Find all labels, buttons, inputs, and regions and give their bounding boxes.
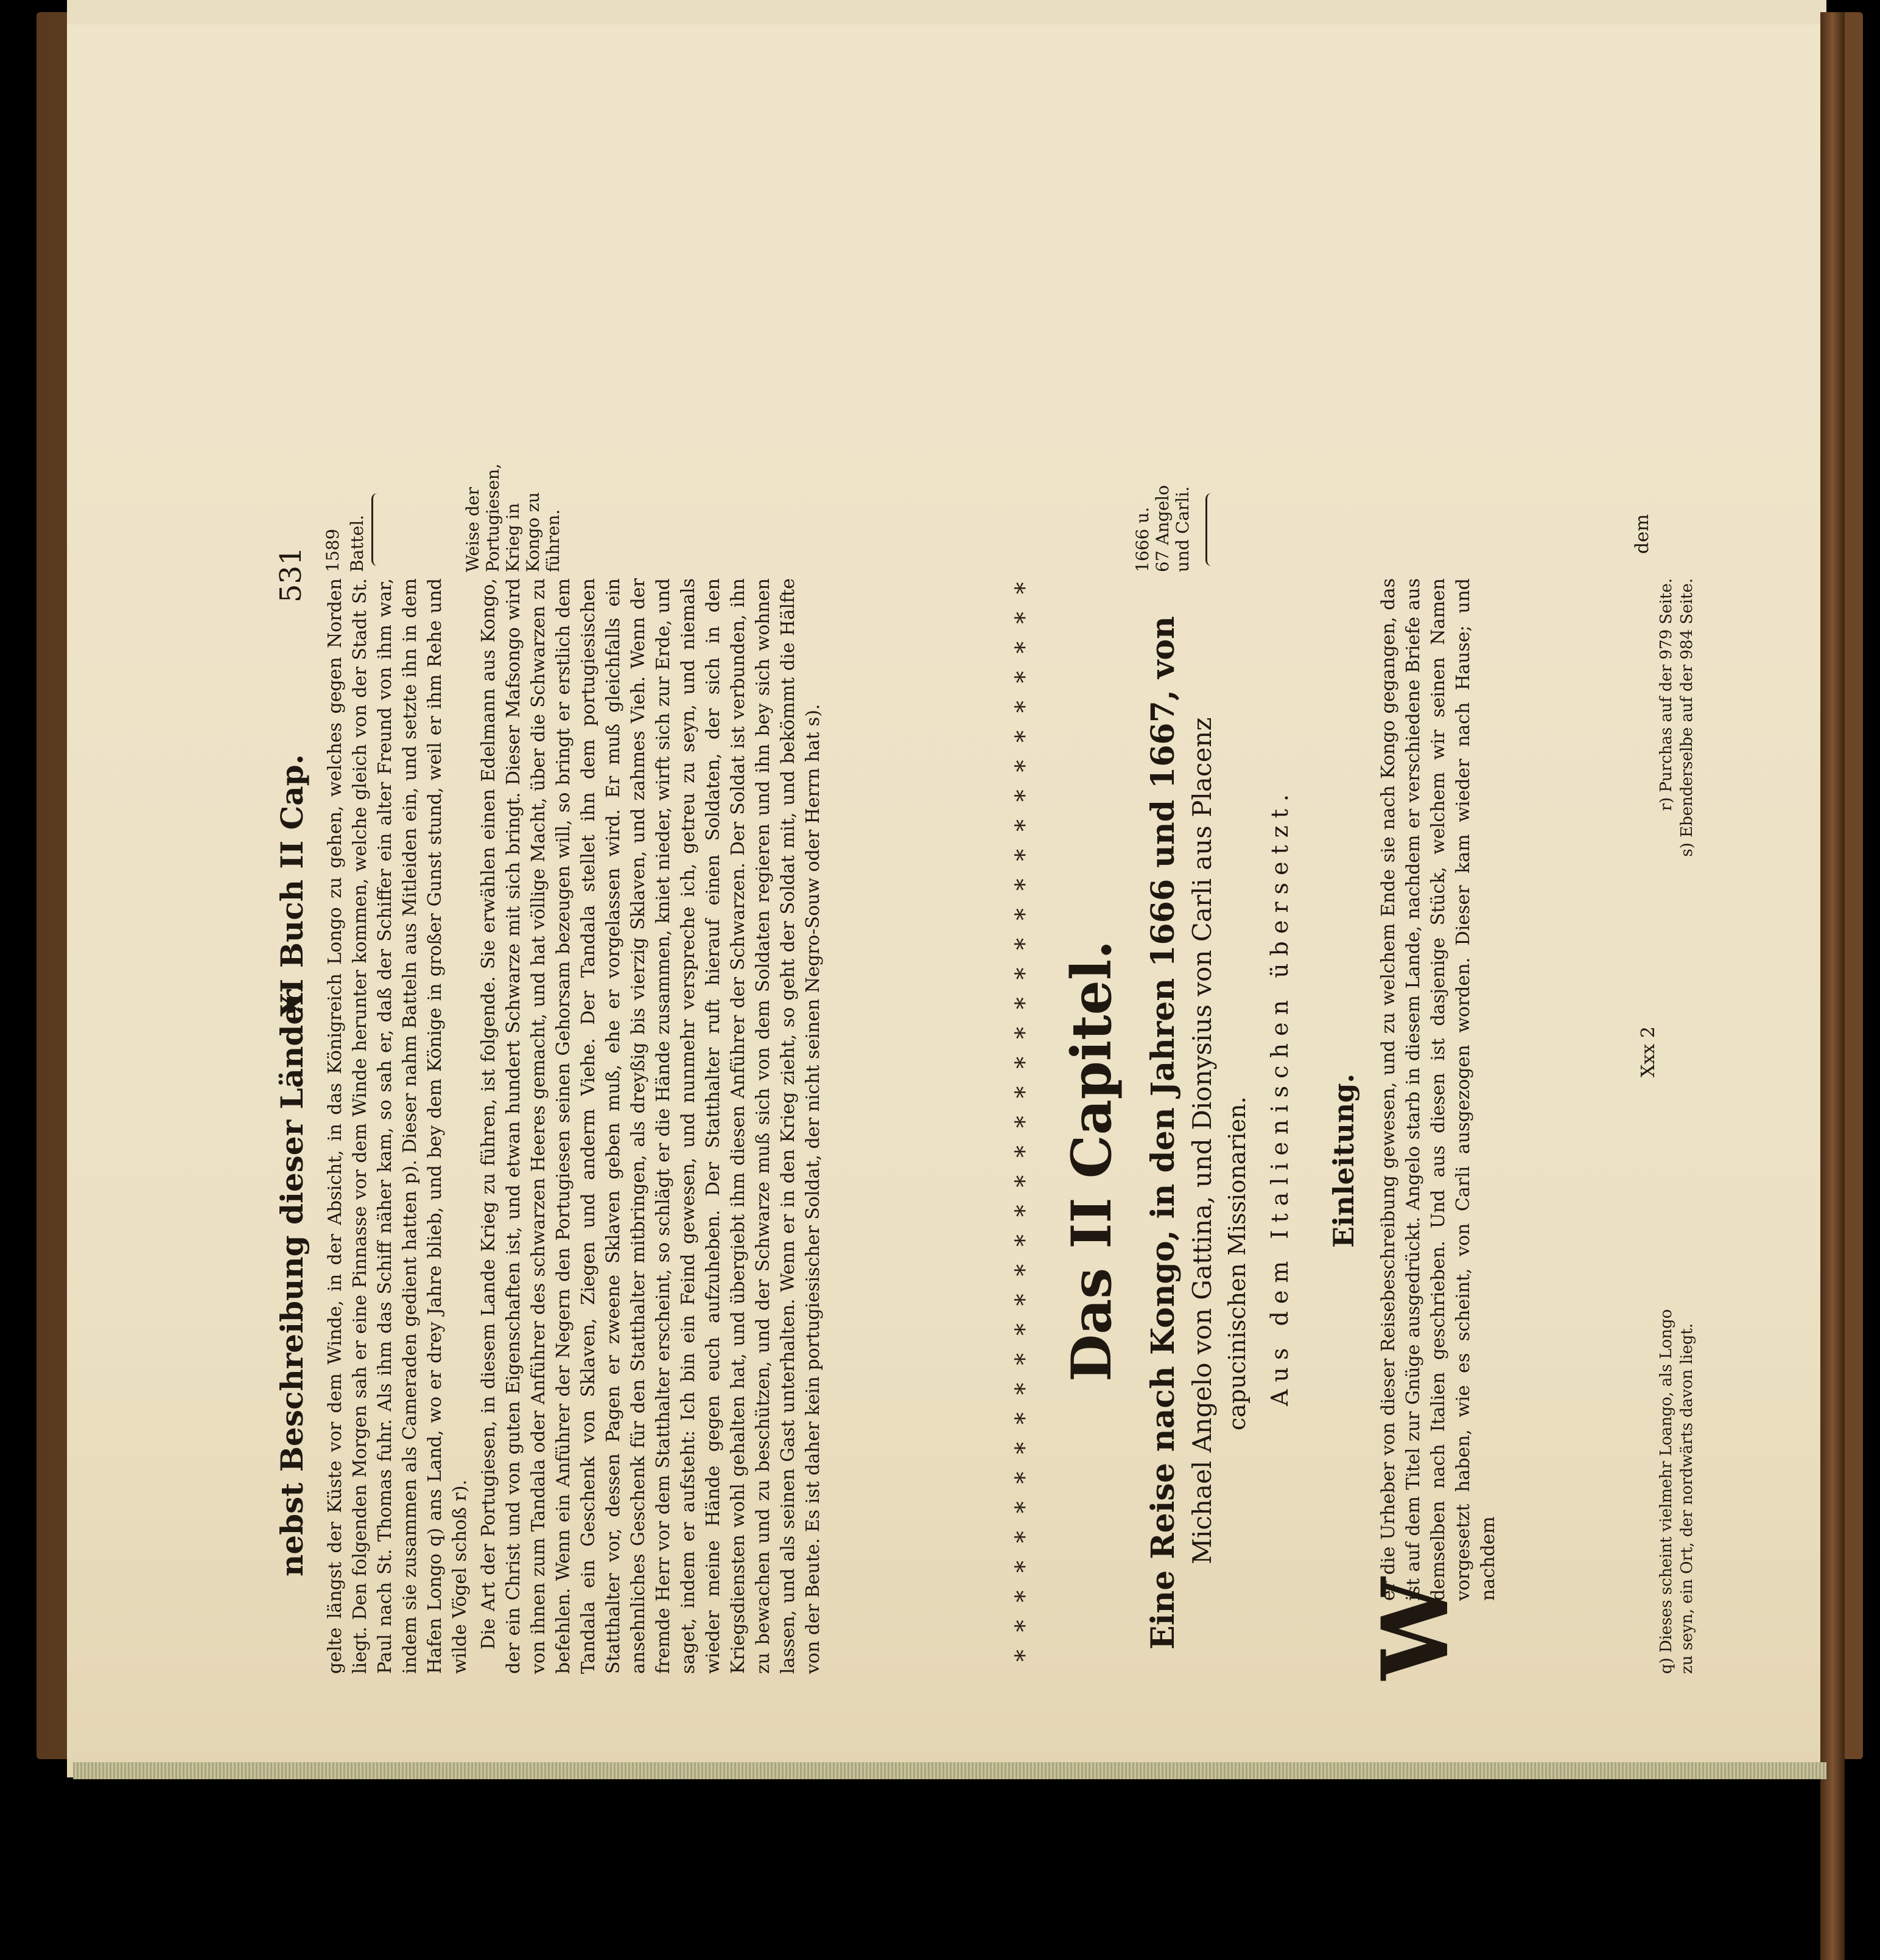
footnotes	[1656, 578, 1697, 1674]
running-head-book: XI Buch II Cap.	[274, 754, 310, 1017]
footnote-row	[1677, 578, 1697, 1674]
running-head-title: nebst Beschreibung dieser Länder.	[274, 981, 310, 1577]
drop-cap: W	[1362, 1577, 1469, 1680]
paragraph-1: gelte längst der Küste vor dem Winde, in der Absicht, in das Königreich Longo zu gehen, welches gegen Norden liegt. Den folgenden Morgen sah er eine Pinnasse vor dem Winde herunter kommen, welche gleich von der Stadt St. Paul nach St. Thomas fuhr. Als ihm das Schiff näher kam, so sah er, daß der Schiffer ein alter Freund von ihm war, indem sie zusammen als Cameraden gedient hatten p). Dieser nahm Batteln aus Mitleiden ein, und setzte ihn in dem Hafen Longo q) ans Land, wo er drey Jahre blieb, und bey dem Könige in großer Gunst stund, weil er ihm Rehe und wilde Vögel schoß r).	[324, 578, 471, 1674]
chapter-subtitle-4: Aus dem Italienischen übersetzt.	[1266, 786, 1293, 1406]
ornamental-separator: * * * * * * * * * * * * * * * * * * * * * * * * * * * * * * * * * * * * *	[1011, 577, 1039, 1662]
margin-note-angelo-carli: 1666 u. 67 Angelo und Carli.	[1132, 485, 1193, 572]
chapter-subtitle-1: Eine Reise nach Kongo, in den Jahren 1666 und 1667, von	[1145, 616, 1182, 1650]
margin-year: 1589	[323, 528, 343, 572]
paragraph-2: Die Art der Portugiesen, in diesem Lande Krieg zu führen, ist folgende. Sie erwählen einen Edelmann aus Kongo, der ein Christ und von guten Eigenschaften ist, und etwan hundert Schwarze mit sich bringt. Dieser Mafsongo wird von ihnen zum Tandala oder Anführer des schwarzen Heeres gemacht, und hat völlige Macht, über die Schwarzen zu befehlen. Wenn ein Anführer der Negern den Portugiesen seinen Gehorsam bezeugen will, so bringt er erstlich dem Tandala ein Geschenk von Sklaven, Ziegen und anderm Viehe. Der Tandala stellet ihn dem portugiesischen Statthalter vor, dessen Pagen er zweene Sklaven geben muß, ehe er vorgelassen wird. Er muß gleichfalls ein ansehnliches Geschenk für den Statthalter mitbringen, als dreyßig bis vierzig Sklaven, und zahmes Vieh. Wenn der fremde Herr vor dem Statthalter erscheint, so schlägt er die Hände zusammen, kniet nieder, wirft sich zur Erde, und saget, indem er aufsteht: Ich bin ein Feind gewesen, und nunmehr verspreche ich, getreu zu seyn, und niemals wieder meine Hände gegen euch aufzuheben. Der Statthalter ruft hierauf einen Soldaten, der sich in den Kriegsdiensten wohl gehalten hat, und übergiebt ihm diesen Anführer der Schwarzen. Der Soldat ist verbunden, ihn zu bewachen und zu beschützen, und der Schwarze muß sich von dem Soldaten regieren und ihn bey sich wohnen lassen, und als seinen Gast unterhalten. Wenn er in den Krieg zieht, so geht der Soldat mit, und bekömmt die Hälfte von der Beute. Es ist daher kein portugiesischer Soldat, der nicht seinen Negro-Souw oder Herrn hat s).	[478, 578, 824, 1674]
section-heading: Einleitung.	[1327, 1073, 1360, 1248]
intro-text-block	[1376, 578, 1504, 1601]
main-text	[323, 578, 829, 1674]
footnote-r: r) Purchas auf der 979 Seite.	[1657, 578, 1675, 811]
footnote-q-line-2: zu seyn, ein Ort, der nordwärts davon liegt.	[1678, 1323, 1696, 1674]
footnote-q-line-1: q) Dieses scheint vielmehr Loango, als Longo	[1657, 1309, 1675, 1674]
catchword: dem	[1632, 514, 1653, 554]
rotated-page-content	[219, 463, 1729, 1747]
margin-note-warfare: Weise der Portugiesen, Krieg in Kongo zu führen.	[463, 463, 563, 572]
chapter-subtitle-3: capucinischen Missionarien.	[1224, 1096, 1250, 1430]
footnote-s: s) Ebenderselbe auf der 984 Seite.	[1678, 578, 1696, 857]
margin-note-battel: Battel.	[347, 514, 367, 572]
chapter-title: Das II Capitel.	[1059, 940, 1124, 1382]
footnote-row	[1656, 578, 1677, 1674]
page-number: 531	[274, 547, 308, 603]
margin-brace-2	[1205, 493, 1219, 566]
signature-mark: Xxx 2	[1638, 1026, 1659, 1077]
margin-brace	[371, 493, 385, 566]
previous-page-edge	[67, 0, 1826, 26]
chapter-subtitle-2: Michael Angelo von Gattina, und Dionysius von Carli aus Placenz	[1187, 717, 1217, 1564]
page-edges	[73, 1762, 1826, 1779]
book-spine	[1820, 12, 1845, 1960]
intro-paragraph: er die Urheber von dieser Reisebeschreibung gewesen, und zu welchem Ende sie nach Kongo gegangen, das ist auf dem Titel zur Gnüge ausgedrückt. Angelo starb in diesem Lande, nachdem er verschiedene Briefe aus demselben nach Italien geschrieben. Und aus diesen ist dasjenige Stück, welchem wir seinen Namen vorgesetzt haben, wie es scheint, von Carli ausgezogen worden. Dieser kam wieder nach Hause; und nachdem	[1378, 578, 1499, 1601]
